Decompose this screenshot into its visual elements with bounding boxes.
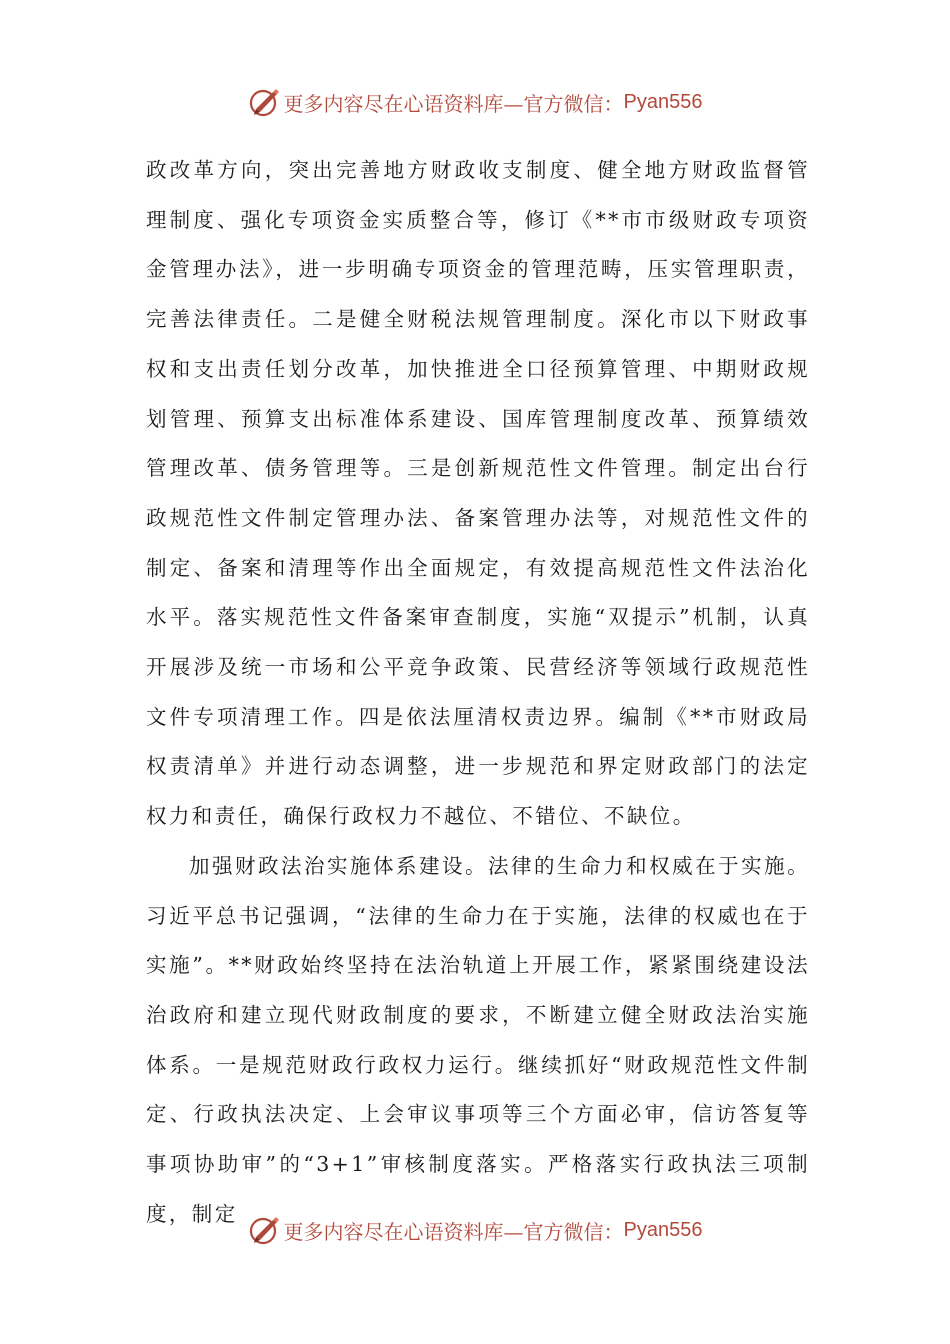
banner-text: 更多内容尽在心语资料库—官方微信：	[283, 91, 624, 116]
footer-banner	[0, 1210, 950, 1250]
pen-logo-icon	[248, 1213, 282, 1247]
pen-logo-icon	[248, 85, 282, 119]
banner-text: 更多内容尽在心语资料库—官方微信：	[283, 1219, 624, 1244]
paragraph-2: 加强财政法治实施体系建设。法律的生命力和权威在于实施。习近平总书记强调，“法律的生命力在于实施，法律的权威也在于实施”。**财政始终坚持在法治轨道上开展工作，紧紧围绕建设法治政府和建立现代财政制度的要求，不断建立健全财政法治实施体系。一是规范财政行政权力运行。继续抓好“财政规范性文件制定、行政执法决定、上会审议事项等三个方面必审，信访答复等事项协助审”的“3+1”审核制度落实。严格落实行政执法三项制度，制定	[146, 853, 810, 1226]
banner-wechat-id: Pyan556	[623, 90, 703, 113]
paragraph-1: 政改革方向，突出完善地方财政收支制度、健全地方财政监督管理制度、强化专项资金实质整合等，修订《**市市级财政专项资金管理办法》，进一步明确专项资金的管理范畴，压实管理职责，完善法律责任。二是健全财税法规管理制度。深化市以下财政事权和支出责任划分改革，加快推进全口径预算管理、中期财政规划管理、预算支出标准体系建设、国库管理制度改革、预算绩效管理改革、债务管理等。三是创新规范性文件管理。制定出台行政规范性文件制定管理办法、备案管理办法等，对规范性文件的制定、备案和清理等作出全面规定，有效提高规范性文件法治化水平。落实规范性文件备案审查制度，实施“双提示”机制，认真开展涉及统一市场和公平竞争政策、民营经济等领域行政规范性文件专项清理工作。四是依法厘清权责边界。编制《**市财政局权责清单》并进行动态调整，进一步规范和界定财政部门的法定权力和责任，确保行政权力不越位、不错位、不缺位。	[146, 158, 810, 829]
header-banner	[0, 82, 950, 122]
document-body	[146, 146, 810, 1239]
banner-wechat-id: Pyan556	[623, 1218, 703, 1241]
